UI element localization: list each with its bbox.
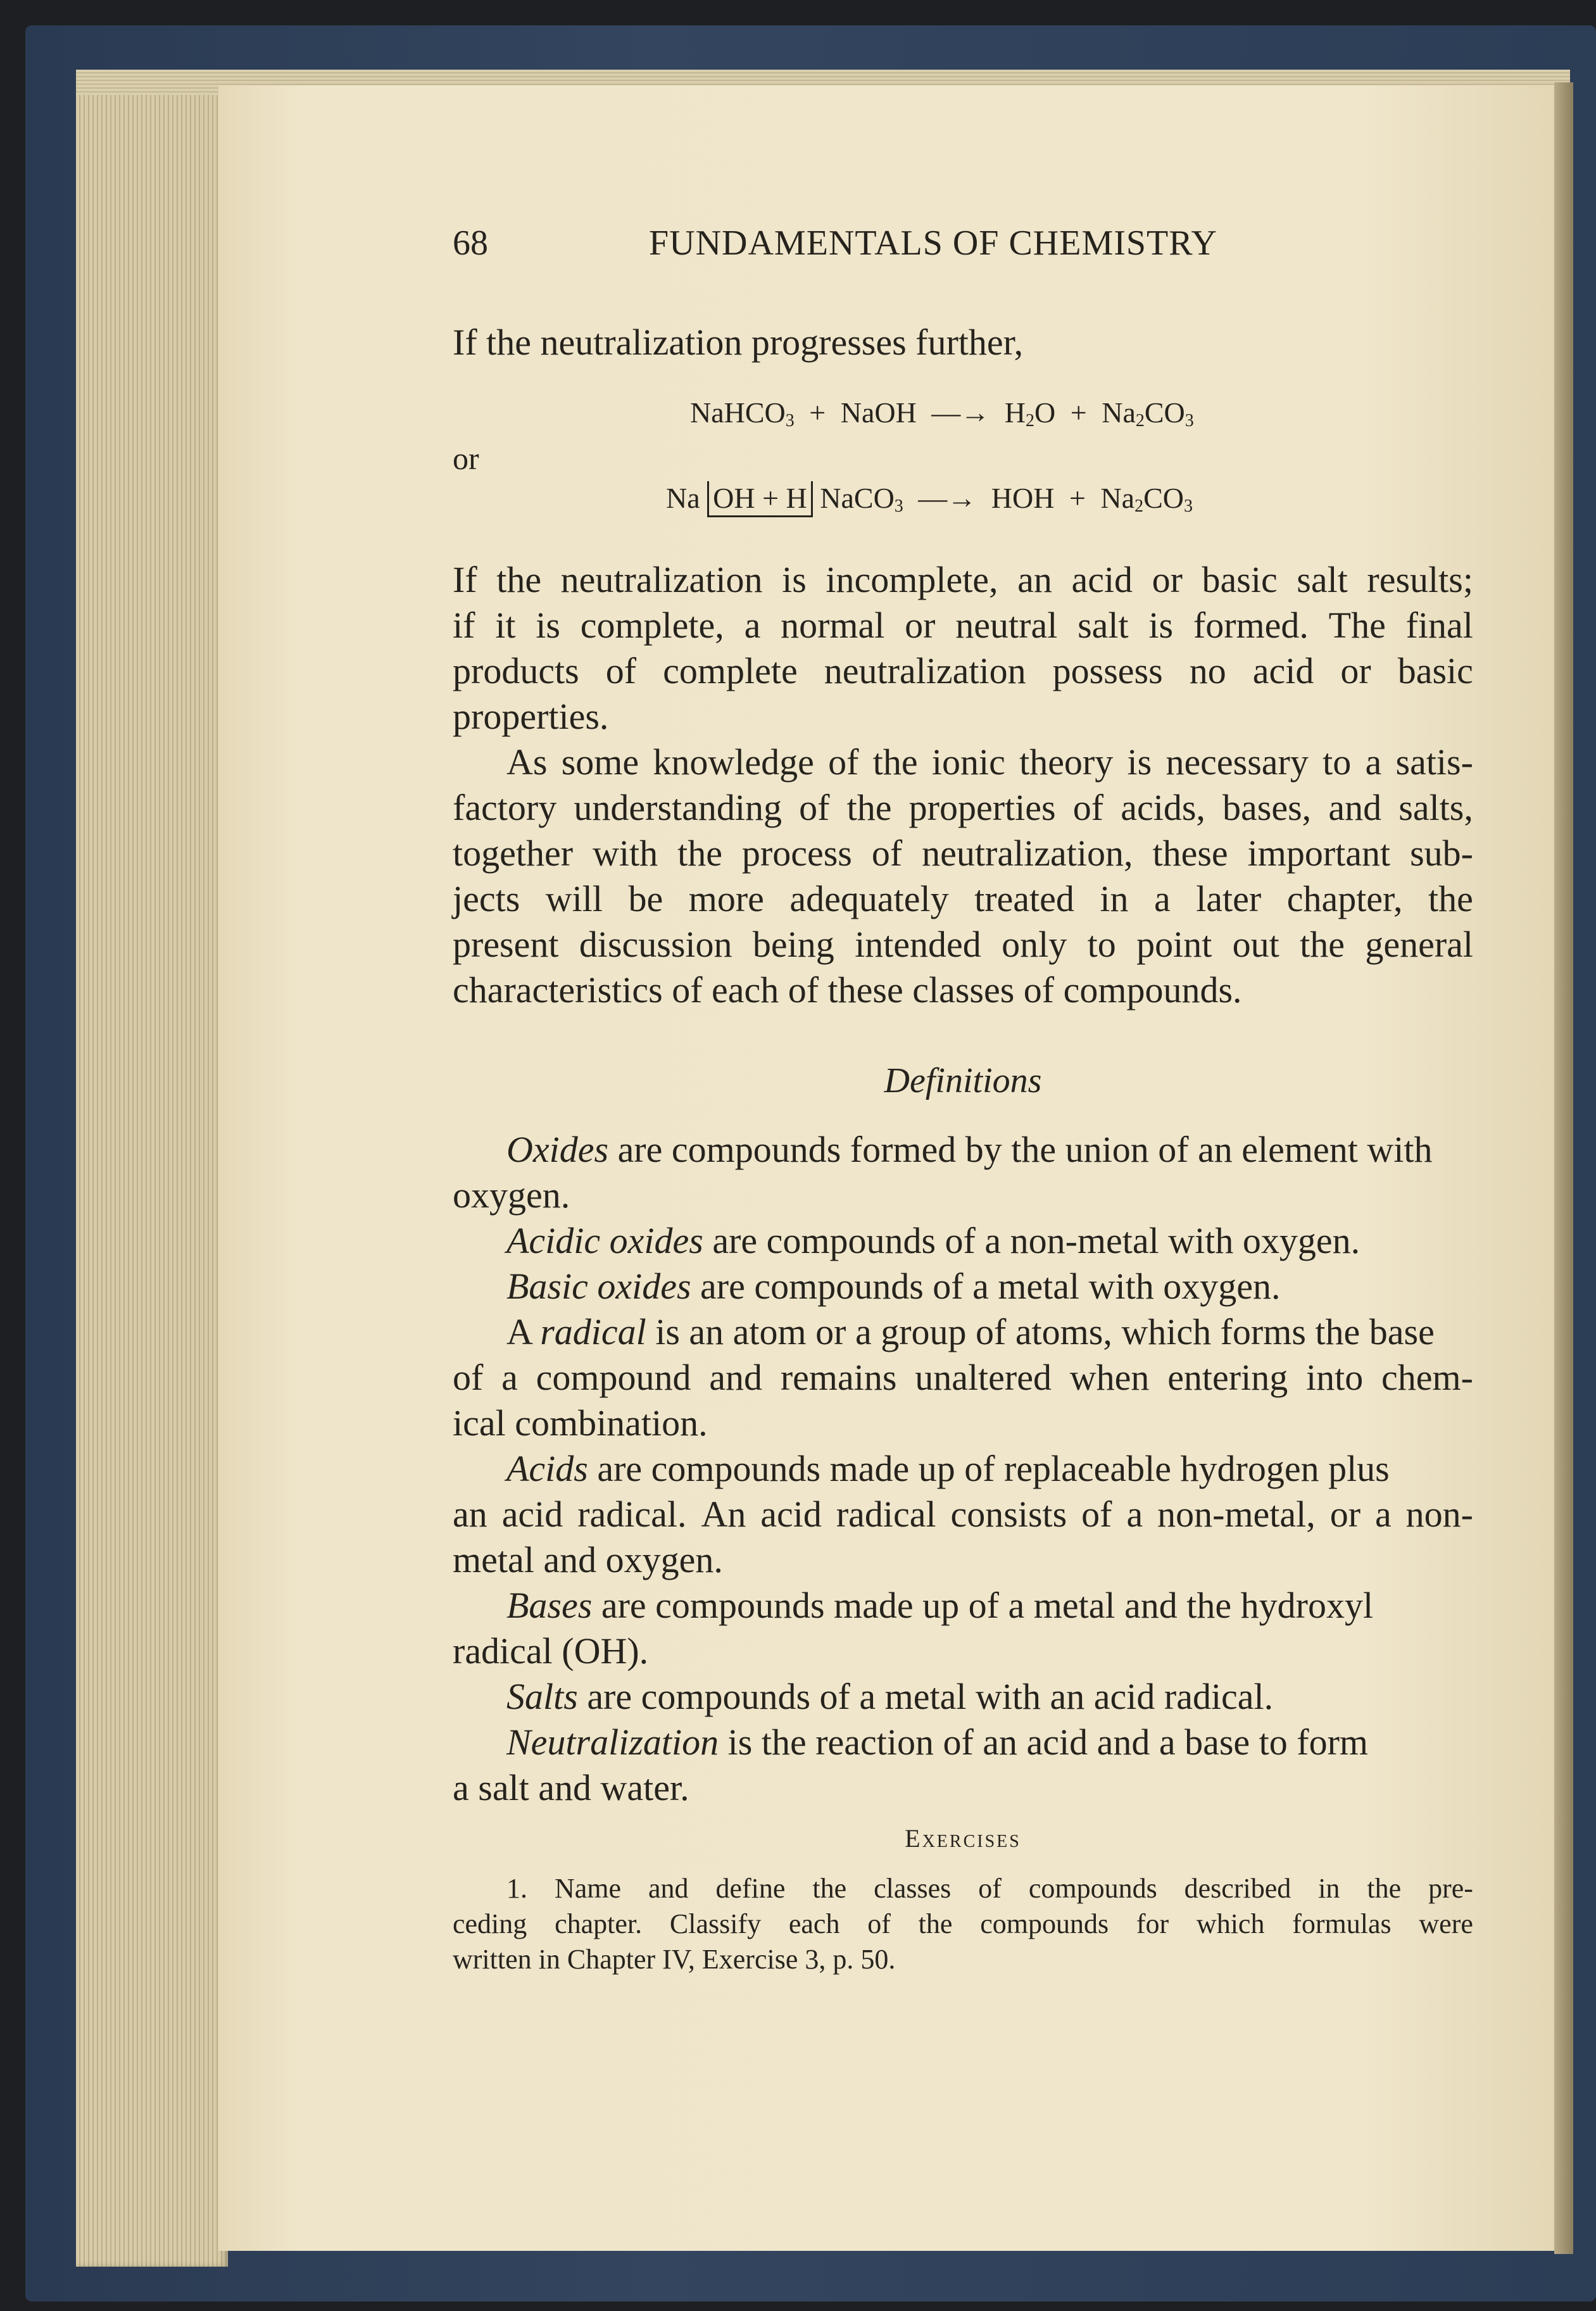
- definition-line: oxygen.: [453, 1174, 570, 1216]
- eq1-arrow: —→: [931, 396, 990, 429]
- word: salt: [1297, 559, 1348, 600]
- word: remains: [780, 1357, 897, 1398]
- word: factory: [453, 787, 557, 828]
- intro-text: If the neutralization progresses further,: [453, 322, 1024, 363]
- word: no: [1189, 650, 1226, 691]
- term-acidic-oxides: Acidic oxides: [506, 1220, 703, 1261]
- word: incomplete,: [826, 559, 998, 600]
- term-bases: Bases: [506, 1585, 593, 1626]
- word: 1.: [506, 1873, 527, 1904]
- exercises-heading-text: Exercises: [905, 1824, 1021, 1853]
- word: acid: [1071, 559, 1133, 600]
- book-gutter: [1554, 82, 1573, 2254]
- word: or: [1329, 1494, 1361, 1535]
- word: As: [506, 741, 548, 783]
- exercise-line: [453, 1906, 1473, 1942]
- word: or: [1340, 650, 1371, 691]
- word: the: [677, 833, 722, 874]
- word: a: [1153, 878, 1171, 919]
- word: neutralization: [824, 650, 1026, 691]
- word: unaltered: [915, 1357, 1052, 1398]
- word: some: [561, 741, 639, 783]
- paragraph-ionic-theory: [453, 740, 1473, 1013]
- eq2-sub3: 3: [1183, 496, 1193, 516]
- definition-bases: [453, 1583, 1473, 1628]
- eq2-na2: Na: [1100, 482, 1135, 514]
- word: the: [812, 1873, 847, 1904]
- word: normal: [781, 605, 885, 646]
- word: complete,: [580, 605, 724, 646]
- definition-prefix: A: [506, 1311, 531, 1352]
- word: an: [1017, 559, 1052, 600]
- paragraph-line: [453, 831, 1473, 876]
- word: present: [453, 924, 559, 965]
- definition-text: is an atom or a group of atoms, which forms the base: [655, 1311, 1435, 1352]
- word: acid: [501, 1494, 563, 1535]
- word: of: [871, 833, 903, 874]
- word: a: [744, 605, 761, 646]
- definition-salts: [453, 1674, 1473, 1720]
- word: acid: [1252, 650, 1314, 691]
- eq1-plus2: +: [1070, 396, 1087, 429]
- word: entering: [1167, 1357, 1288, 1398]
- word: later: [1196, 878, 1262, 919]
- definition-line: [453, 1355, 1473, 1401]
- word: point: [1136, 924, 1212, 965]
- eq1-sub3: 2: [1135, 411, 1145, 431]
- term-salts: Salts: [506, 1676, 578, 1717]
- word: and: [648, 1873, 689, 1904]
- word: understanding: [574, 787, 782, 828]
- word: being: [752, 924, 834, 965]
- running-title: FUNDAMENTALS OF CHEMISTRY: [649, 224, 1217, 263]
- word: or: [905, 605, 936, 646]
- page-number: 68: [453, 224, 488, 263]
- eq2-plus: +: [1069, 482, 1086, 514]
- eq1-nahco3: NaHCO: [690, 396, 786, 429]
- word: consists: [950, 1494, 1067, 1535]
- exercises-heading: [453, 1823, 1473, 1853]
- word: The: [1328, 605, 1386, 646]
- word: of: [1081, 1494, 1112, 1535]
- term-acids: Acids: [506, 1448, 588, 1489]
- definition-text: are compounds formed by the union of an element with: [617, 1129, 1433, 1170]
- word: possess: [1052, 650, 1163, 691]
- word: neutralization,: [922, 833, 1133, 874]
- eq2-hoh: HOH: [991, 482, 1055, 514]
- or-text: or: [453, 441, 479, 476]
- eq1-o: O: [1034, 396, 1056, 429]
- word: basic: [1202, 559, 1278, 600]
- word: to: [1323, 741, 1352, 783]
- word: were: [1419, 1908, 1473, 1939]
- word: neutralization: [560, 559, 763, 600]
- definition-acids: [453, 1446, 1473, 1492]
- paragraph-line: [453, 740, 1473, 785]
- word: the: [1367, 1873, 1402, 1904]
- word: of: [867, 1908, 891, 1939]
- definition-text: is the reaction of an acid and a base to form: [727, 1722, 1369, 1763]
- eq1-plus: +: [809, 396, 826, 429]
- word: neutral: [955, 605, 1058, 646]
- word: is: [782, 559, 807, 600]
- word: which: [1196, 1908, 1265, 1939]
- word: an: [453, 1494, 487, 1535]
- word: described: [1184, 1873, 1291, 1904]
- word: adequately: [789, 878, 949, 919]
- equation-2: [666, 481, 1274, 517]
- word: pre-: [1428, 1873, 1473, 1904]
- exercise-line: written in Chapter IV, Exercise 3, p. 50.: [453, 1944, 896, 1975]
- definition-text: are compounds of a metal with oxygen.: [700, 1266, 1281, 1307]
- eq2-boxed-text: OH + H: [713, 482, 807, 514]
- eq1-sub: 3: [785, 411, 795, 431]
- word: chapter,: [1286, 878, 1403, 919]
- word: radical: [836, 1494, 936, 1535]
- eq1-h: H: [1004, 396, 1026, 429]
- word: the: [1428, 878, 1473, 919]
- definitions-list: [453, 1127, 1473, 1811]
- word: compounds: [1028, 1873, 1157, 1904]
- word: treated: [974, 878, 1074, 919]
- definition-oxides: [453, 1127, 1473, 1173]
- word: final: [1405, 605, 1473, 646]
- word: satis-: [1395, 741, 1473, 783]
- word: important: [1247, 833, 1391, 874]
- paragraph-line: [453, 876, 1473, 922]
- definition-line: [453, 1492, 1473, 1537]
- word: intended: [855, 924, 981, 965]
- word: formulas: [1292, 1908, 1392, 1939]
- word: each: [788, 1908, 840, 1939]
- eq1-sub2: 2: [1026, 411, 1035, 431]
- word: when: [1069, 1357, 1150, 1398]
- word: non-: [1405, 1494, 1473, 1535]
- word: a: [1365, 741, 1382, 783]
- word: general: [1365, 924, 1473, 965]
- word: sub-: [1410, 833, 1473, 874]
- word: in: [1318, 1873, 1340, 1904]
- definition-neutralization: [453, 1720, 1473, 1765]
- paragraph-line: characteristics of each of these classes of compounds.: [453, 969, 1242, 1011]
- word: compounds: [980, 1908, 1109, 1939]
- definition-basic-oxides: [453, 1264, 1473, 1309]
- eq1-naoh: NaOH: [840, 396, 917, 429]
- word: out: [1232, 924, 1279, 965]
- word: for: [1136, 1908, 1169, 1939]
- word: ceding: [453, 1908, 527, 1939]
- word: will: [545, 878, 603, 919]
- eq1-sub4: 3: [1184, 411, 1194, 431]
- paragraph-line: [453, 648, 1473, 694]
- word: chapter.: [555, 1908, 643, 1939]
- word: is: [1127, 741, 1152, 783]
- definition-text: are compounds of a metal with an acid radical.: [587, 1676, 1274, 1717]
- paragraph-line: [453, 922, 1473, 967]
- word: knowledge: [653, 741, 814, 783]
- definition-line: a salt and water.: [453, 1767, 689, 1808]
- eq2-co: CO: [1143, 482, 1184, 514]
- exercise-line: [453, 1871, 1473, 1906]
- definitions-heading: [453, 1061, 1473, 1101]
- word: only: [1002, 924, 1067, 965]
- word: Classify: [669, 1908, 762, 1939]
- paragraph-neutralization: [453, 557, 1473, 740]
- term-basic-oxides: Basic oxides: [506, 1266, 691, 1307]
- intro-line: [453, 320, 1473, 365]
- word: is: [536, 605, 560, 646]
- eq2-naco: NaCO: [820, 482, 895, 514]
- word: products: [453, 650, 579, 691]
- word: classes: [874, 1873, 952, 1904]
- word: of: [828, 741, 859, 783]
- word: the: [496, 559, 542, 600]
- word: into: [1306, 1357, 1364, 1398]
- word: jects: [453, 878, 520, 919]
- term-radical: radical: [540, 1311, 646, 1352]
- definition-text: are compounds of a non-metal with oxygen.: [712, 1220, 1360, 1261]
- definition-text: are compounds made up of replaceable hydrogen plus: [597, 1448, 1390, 1489]
- word: acids,: [1121, 787, 1205, 828]
- word: the: [846, 787, 892, 828]
- word: define: [715, 1873, 786, 1904]
- word: results;: [1367, 559, 1473, 600]
- word: it: [495, 605, 516, 646]
- word: more: [688, 878, 764, 919]
- word: If: [453, 559, 477, 600]
- term-neutralization: Neutralization: [506, 1722, 719, 1763]
- definitions-heading-text: Definitions: [884, 1061, 1042, 1100]
- word: or: [1152, 559, 1183, 600]
- word: and: [1328, 787, 1382, 828]
- word: ionic: [931, 741, 1005, 783]
- word: these: [1152, 833, 1228, 874]
- word: necessary: [1166, 741, 1309, 783]
- definition-line: metal and oxygen.: [453, 1539, 723, 1580]
- word: complete: [663, 650, 798, 691]
- word: in: [1100, 878, 1129, 919]
- running-header: [453, 223, 1473, 263]
- word: be: [628, 878, 663, 919]
- word: theory: [1019, 741, 1114, 783]
- word: properties: [908, 787, 1056, 828]
- eq1-na: Na: [1102, 396, 1136, 429]
- word: to: [1087, 924, 1116, 965]
- word: a: [1126, 1494, 1143, 1535]
- equation-1: [690, 396, 1260, 431]
- paragraph-line: [453, 785, 1473, 831]
- word: of: [453, 1357, 484, 1398]
- or-label: [453, 440, 1473, 477]
- word: is: [1148, 605, 1174, 646]
- word: salt: [1078, 605, 1129, 646]
- term-oxides: Oxides: [506, 1129, 609, 1170]
- word: together: [453, 833, 574, 874]
- definition-acidic-oxides: [453, 1218, 1473, 1264]
- word: basic: [1397, 650, 1473, 691]
- definition-line: ical combination.: [453, 1402, 708, 1444]
- word: of: [1072, 787, 1104, 828]
- word: bases,: [1222, 787, 1312, 828]
- eq2-boxed-group: [707, 481, 813, 517]
- word: with: [593, 833, 658, 874]
- word: formed.: [1193, 605, 1309, 646]
- eq2-sub: 3: [894, 496, 903, 516]
- word: the: [1300, 924, 1345, 965]
- word: process: [741, 833, 852, 874]
- word: the: [918, 1908, 953, 1939]
- paragraph-line: [453, 603, 1473, 648]
- exercise-1: [453, 1871, 1473, 1977]
- word: An: [701, 1494, 746, 1535]
- word: a: [501, 1357, 518, 1398]
- eq2-arrow: —→: [918, 482, 977, 514]
- word: compound: [536, 1357, 691, 1398]
- word: of: [978, 1873, 1002, 1904]
- page-edges-left: [76, 70, 228, 2267]
- paragraph-line: properties.: [453, 696, 609, 737]
- word: and: [709, 1357, 763, 1398]
- word: non-metal,: [1157, 1494, 1316, 1535]
- word: the: [872, 741, 918, 783]
- eq2-na: Na: [666, 482, 700, 514]
- word: of: [605, 650, 637, 691]
- word: chem-: [1381, 1357, 1473, 1398]
- word: discussion: [579, 924, 732, 965]
- word: of: [799, 787, 830, 828]
- eq2-sub2: 2: [1134, 496, 1144, 516]
- definition-text: are compounds made up of a metal and the hydroxyl: [601, 1585, 1374, 1626]
- word: Name: [554, 1873, 622, 1904]
- definition-line: radical (OH).: [453, 1630, 649, 1672]
- word: acid: [760, 1494, 822, 1535]
- definition-radical: [453, 1309, 1473, 1355]
- word: radical.: [577, 1494, 687, 1535]
- word: if: [453, 605, 475, 646]
- eq1-co: CO: [1144, 396, 1185, 429]
- paragraph-line: [453, 557, 1473, 603]
- word: salts,: [1398, 787, 1473, 828]
- word: a: [1374, 1494, 1392, 1535]
